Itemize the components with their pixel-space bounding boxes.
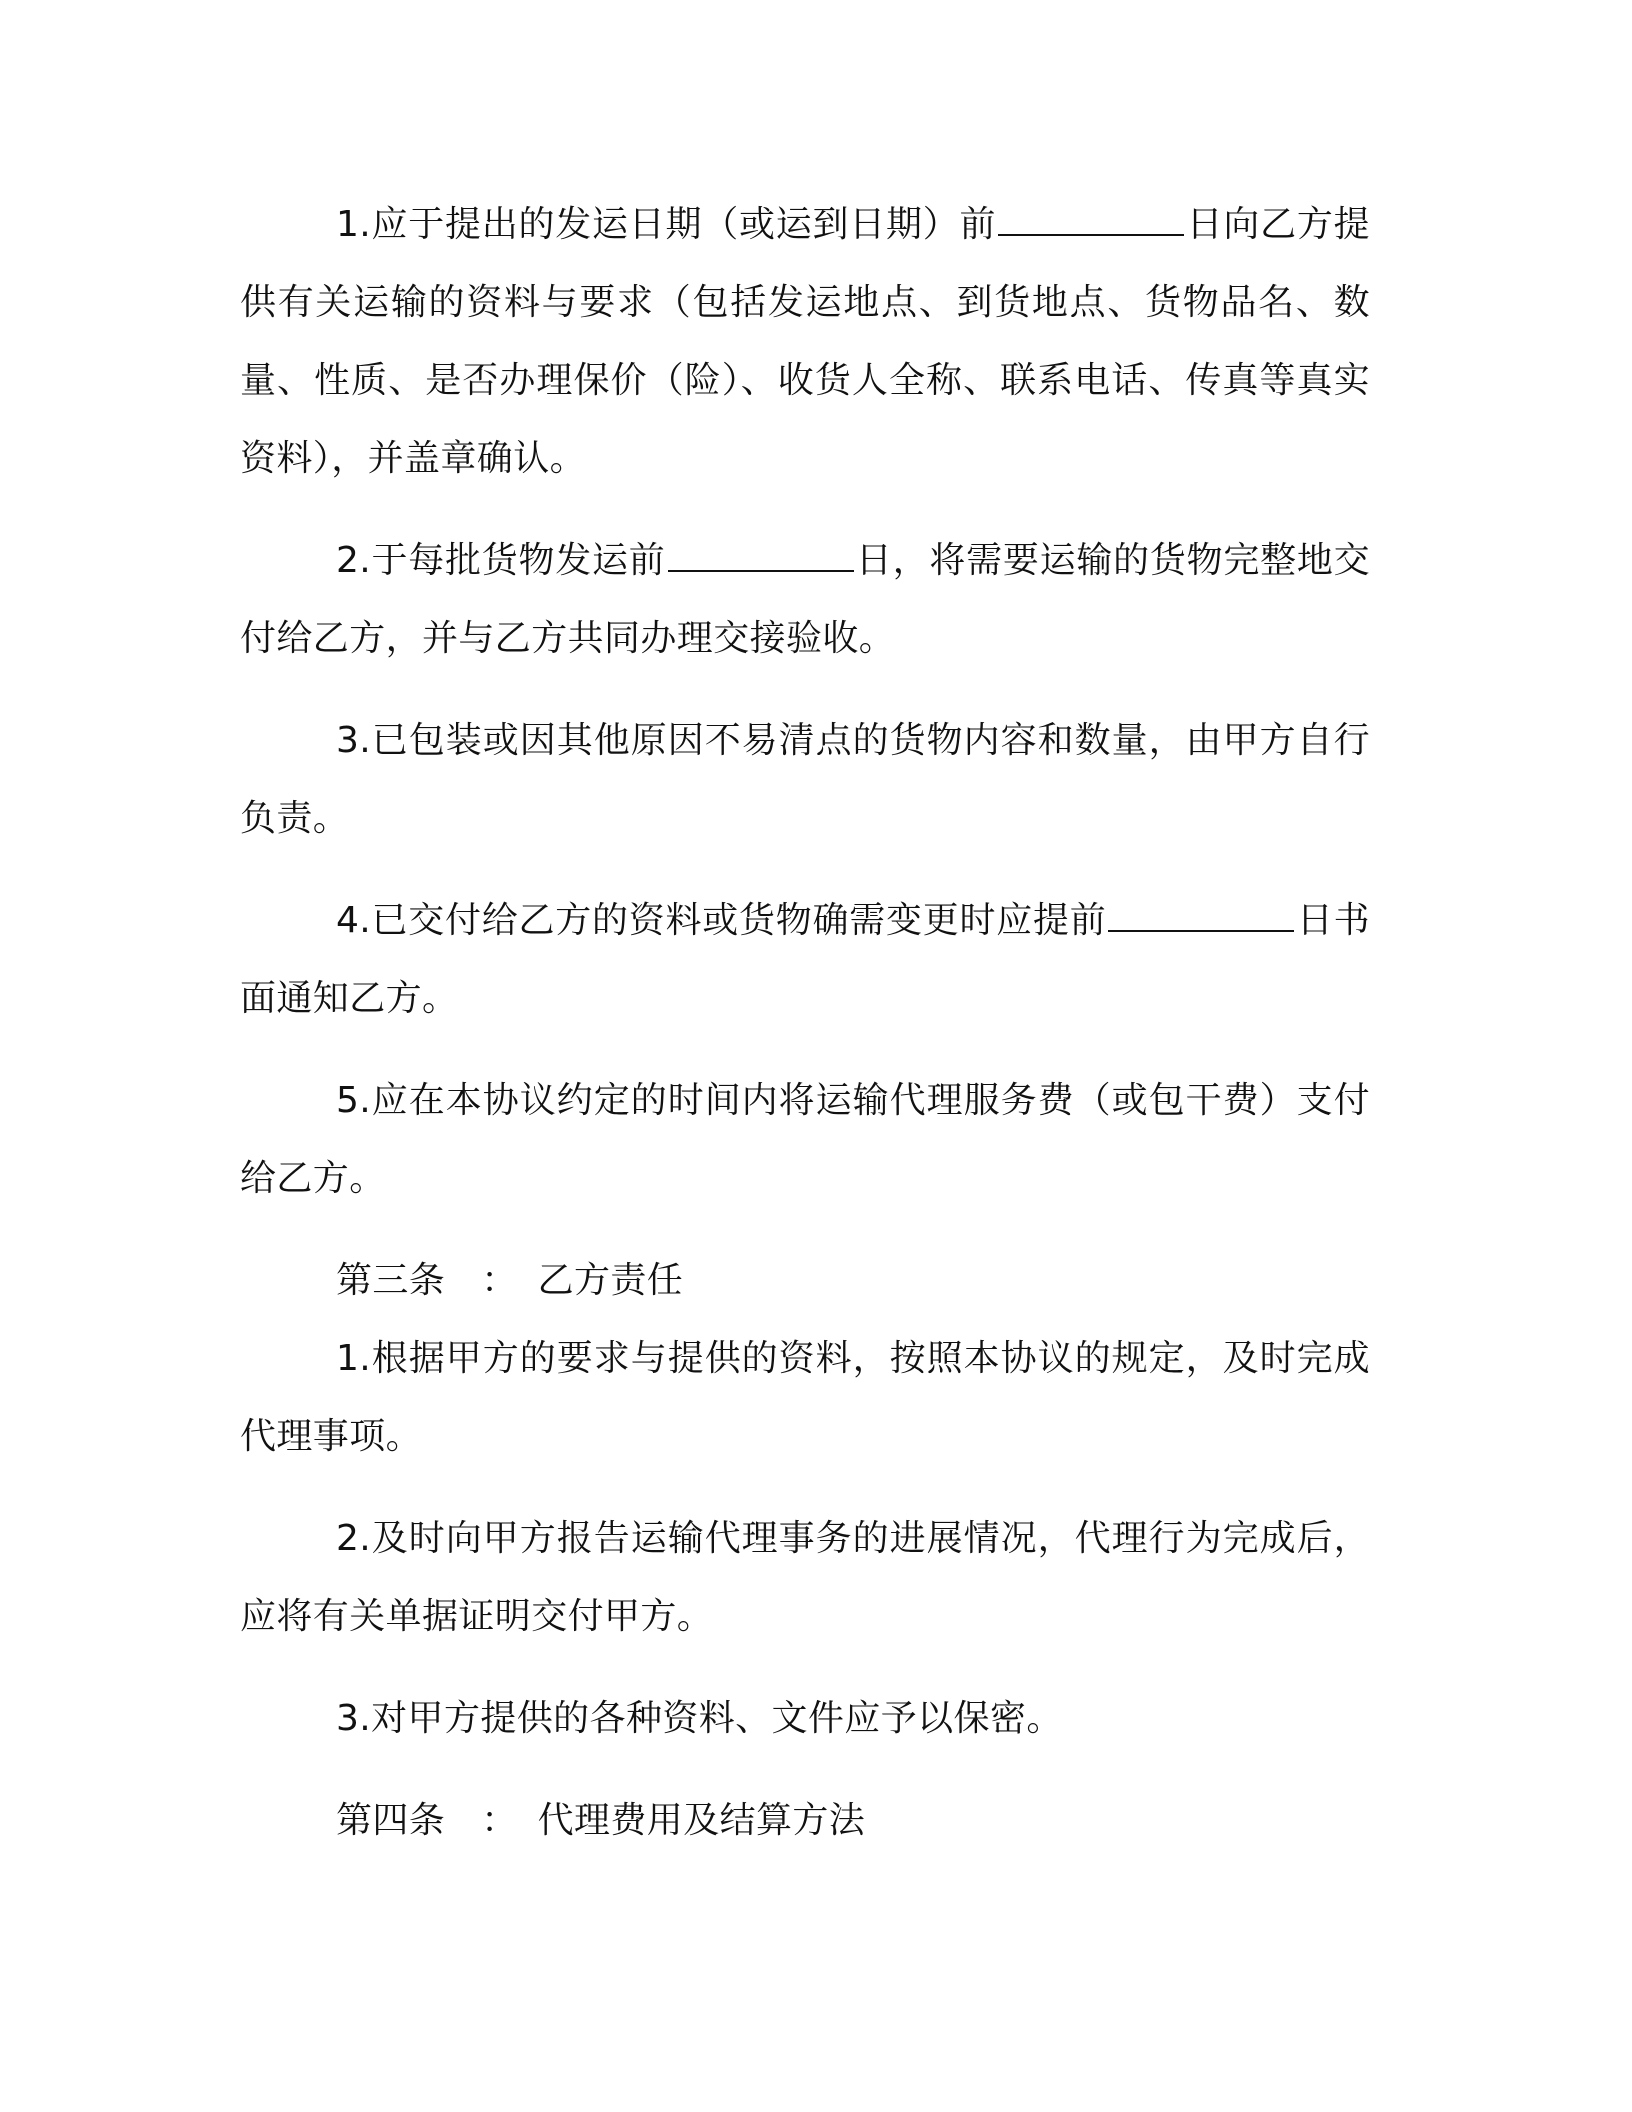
- party-b-duty-1: 1.根据甲方的要求与提供的资料，按照本协议的规定，及时完成代理事项。: [240, 1338, 1370, 1457]
- duty-1-text-after: 日向乙方提供有关运输的资料与要求（包括发运地点、到货地点、货物品名、数量、性质、是否办理保价（险）、收货人全称、联系电话、传真等真实资料），并盖章确认。: [240, 204, 1370, 479]
- duty-2-text-before: 2.于每批货物发运前: [336, 540, 666, 581]
- article-3-label: 第三条: [336, 1260, 446, 1301]
- article-4-label: 第四条: [336, 1800, 446, 1841]
- party-a-duty-5: 5.应在本协议约定的时间内将运输代理服务费（或包干费）支付给乙方。: [240, 1080, 1370, 1199]
- party-a-duty-4: [240, 882, 1370, 1038]
- article-3-separator: ：: [481, 1260, 518, 1301]
- blank-days-field: [1108, 904, 1294, 932]
- party-a-duty-3: 3.已包装或因其他原因不易清点的货物内容和数量，由甲方自行负责。: [240, 720, 1370, 839]
- article-4-heading: [240, 1782, 1370, 1860]
- article-3-heading: [240, 1242, 1370, 1320]
- party-a-duty-1: [240, 186, 1370, 498]
- duty-1-text-before: 1.应于提出的发运日期（或运到日期）前: [336, 204, 997, 245]
- article-4-title: 代理费用及结算方法: [537, 1800, 866, 1841]
- duty-2-text-after: 日，将需要运输的货物完整地交付给乙方，并与乙方共同办理交接验收。: [240, 540, 1370, 659]
- party-b-duty-3: 3.对甲方提供的各种资料、文件应予以保密。: [336, 1698, 1063, 1739]
- party-b-duty-2: 2.及时向甲方报告运输代理事务的进展情况，代理行为完成后，应将有关单据证明交付甲方。: [240, 1518, 1370, 1637]
- blank-days-field: [998, 208, 1184, 236]
- article-4-separator: ：: [481, 1800, 518, 1841]
- duty-4-text-before: 4.已交付给乙方的资料或货物确需变更时应提前: [336, 900, 1107, 941]
- blank-days-field: [668, 544, 854, 572]
- party-a-duty-2: [240, 522, 1370, 678]
- article-3-title: 乙方责任: [537, 1260, 684, 1301]
- duty-4-text-after: 日书面通知乙方。: [240, 900, 1370, 1019]
- document-page: [240, 186, 1370, 1860]
